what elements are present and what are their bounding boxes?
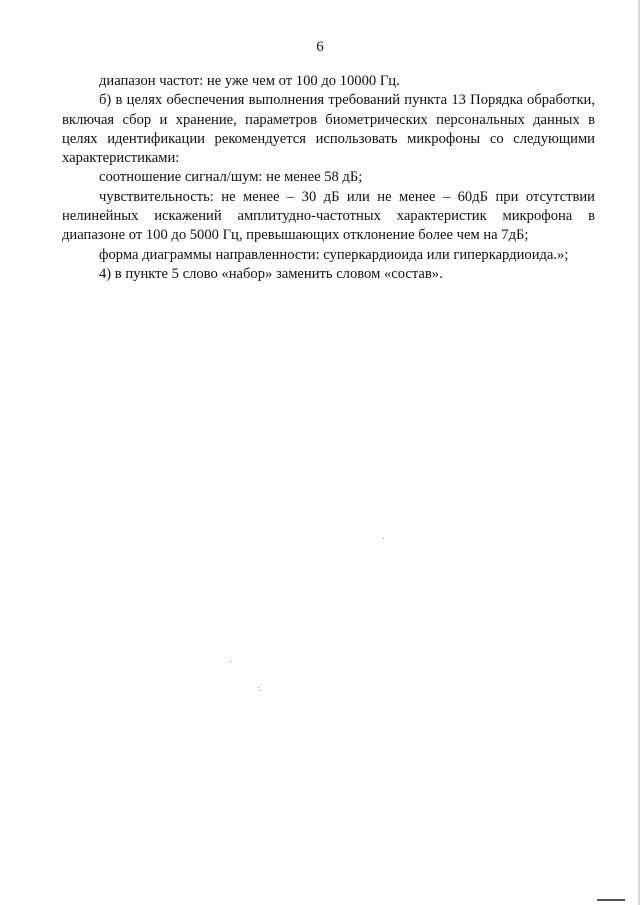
paragraph-directivity: форма диаграммы направленности: суперкардиоида или гиперкардиоида.»;	[99, 246, 569, 263]
paragraph-item-4: 4) в пункте 5 слово «набор» заменить словом «состав».	[99, 265, 443, 282]
scan-speck	[230, 661, 231, 662]
paragraph-frequency-range: диапазон частот: не уже чем от 100 до 10000 Гц.	[99, 73, 400, 89]
scan-speck	[259, 690, 260, 691]
document-body	[62, 72, 595, 284]
scan-speck	[258, 687, 259, 688]
paragraph-signal-noise: соотношение сигнал/шум: не менее 58 дБ;	[99, 169, 363, 186]
paragraph-sensitivity: чувствительность: не менее – 30 дБ или не менее – 60дБ при отсутствии нелинейных искажений амплитудно-частотных характеристик микрофона в диапазоне от 100 до 5000 Гц, превышающих отклонение более чем на 7дБ;	[62, 188, 595, 244]
page-number: 6	[316, 39, 324, 55]
scan-speck	[383, 538, 384, 539]
scan-edge-mark	[597, 899, 625, 901]
paragraph-item-b: б) в целях обеспечения выполнения требований пункта 13 Порядка обработки, включая сбор и хранение, параметров биометрических персональных данных в целях идентификации рекомендуется использовать микрофоны со следующими характеристиками:	[62, 92, 595, 167]
